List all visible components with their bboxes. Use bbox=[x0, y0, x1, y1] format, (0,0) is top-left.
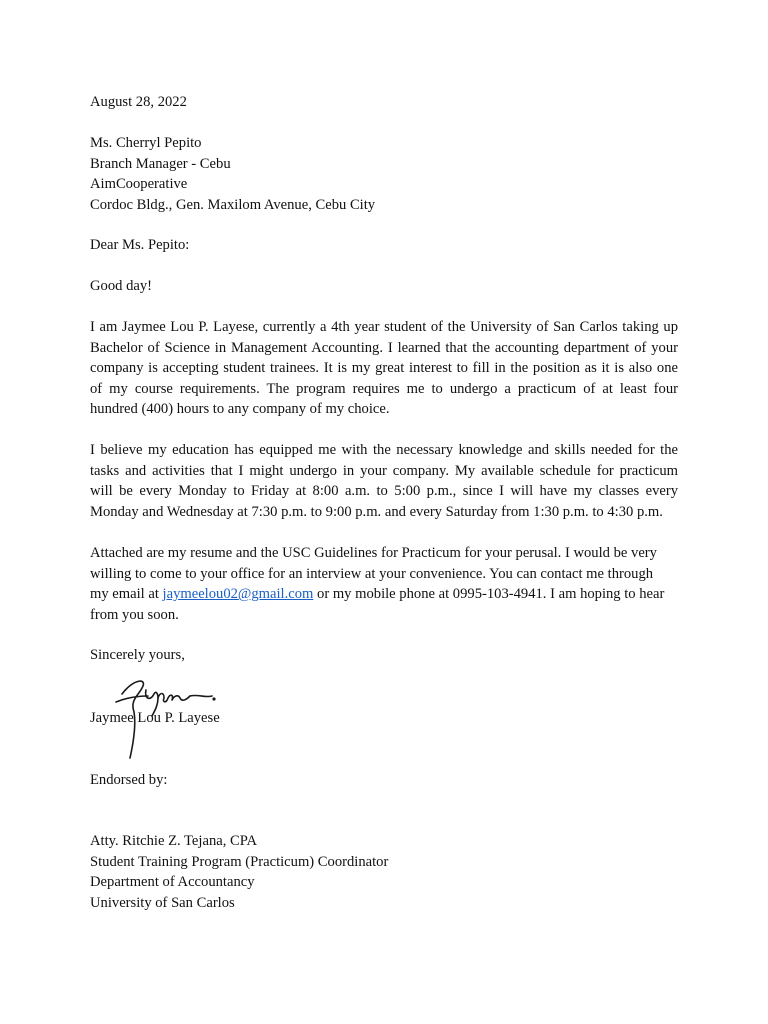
recipient-company: AimCooperative bbox=[90, 176, 188, 192]
email-link[interactable]: jaymeelou02@gmail.com bbox=[162, 586, 314, 602]
paragraph-2-line-3: will be every Monday to Friday at 8:00 a.m. to 5:00 p.m., since I will have my classes every bbox=[90, 483, 678, 499]
paragraph-3-line-1: Attached are my resume and the USC Guidelines for Practicum for your perusal. I would be very bbox=[90, 545, 657, 561]
email-prefix-text: my email at bbox=[90, 586, 163, 602]
paragraph-3-line-3 bbox=[90, 584, 664, 605]
paragraph-1-line-2: Bachelor of Science in Management Accounting. I learned that the accounting department of your bbox=[90, 339, 678, 356]
paragraph-3-line-2: willing to come to your office for an interview at your convenience. You can contact me through bbox=[90, 565, 654, 582]
email-suffix-text: or my mobile phone at 0995-103-4941. I am hoping to hear bbox=[313, 586, 665, 602]
paragraph-2-line-4: Monday and Wednesday at 7:30 p.m. to 9:00 p.m. and every Saturday from 1:30 p.m. to 4:30 p.m. bbox=[90, 503, 663, 520]
paragraph-1-line-5: hundred (400) hours to any company of my choice. bbox=[90, 401, 390, 417]
paragraph-1-line-4: of my course requirements. The program requires me to undergo a practicum of at least four bbox=[90, 380, 678, 397]
paragraph-1-line-1: I am Jaymee Lou P. Layese, currently a 4th year student of the University of San Carlos taking up bbox=[90, 319, 678, 335]
paragraph-2-line-2: tasks and activities that I might undergo in your company. My available schedule for practicum bbox=[90, 462, 678, 479]
endorser-university: University of San Carlos bbox=[90, 894, 235, 911]
recipient-address: Cordoc Bldg., Gen. Maxilom Avenue, Cebu City bbox=[90, 196, 376, 213]
endorser-title: Student Training Program (Practicum) Coordinator bbox=[90, 853, 389, 870]
sender-name: Jaymee Lou P. Layese bbox=[90, 710, 220, 726]
letter-date: August 28, 2022 bbox=[90, 94, 187, 110]
paragraph-3-line-4: from you soon. bbox=[90, 606, 179, 623]
recipient-title: Branch Manager - Cebu bbox=[90, 155, 231, 172]
endorser-department: Department of Accountancy bbox=[90, 874, 255, 890]
paragraph-1-line-3: company is accepting student trainees. It is my great interest to fill in the position as it is also one bbox=[90, 360, 678, 376]
recipient-name: Ms. Cherryl Pepito bbox=[90, 135, 202, 151]
paragraph-2-line-1: I believe my education has equipped me with the necessary knowledge and skills needed for the bbox=[90, 442, 678, 458]
closing: Sincerely yours, bbox=[90, 647, 185, 663]
endorsed-label: Endorsed by: bbox=[90, 772, 168, 788]
greeting: Good day! bbox=[90, 278, 153, 294]
salutation: Dear Ms. Pepito: bbox=[90, 237, 190, 253]
endorser-name: Atty. Ritchie Z. Tejana, CPA bbox=[90, 833, 258, 849]
